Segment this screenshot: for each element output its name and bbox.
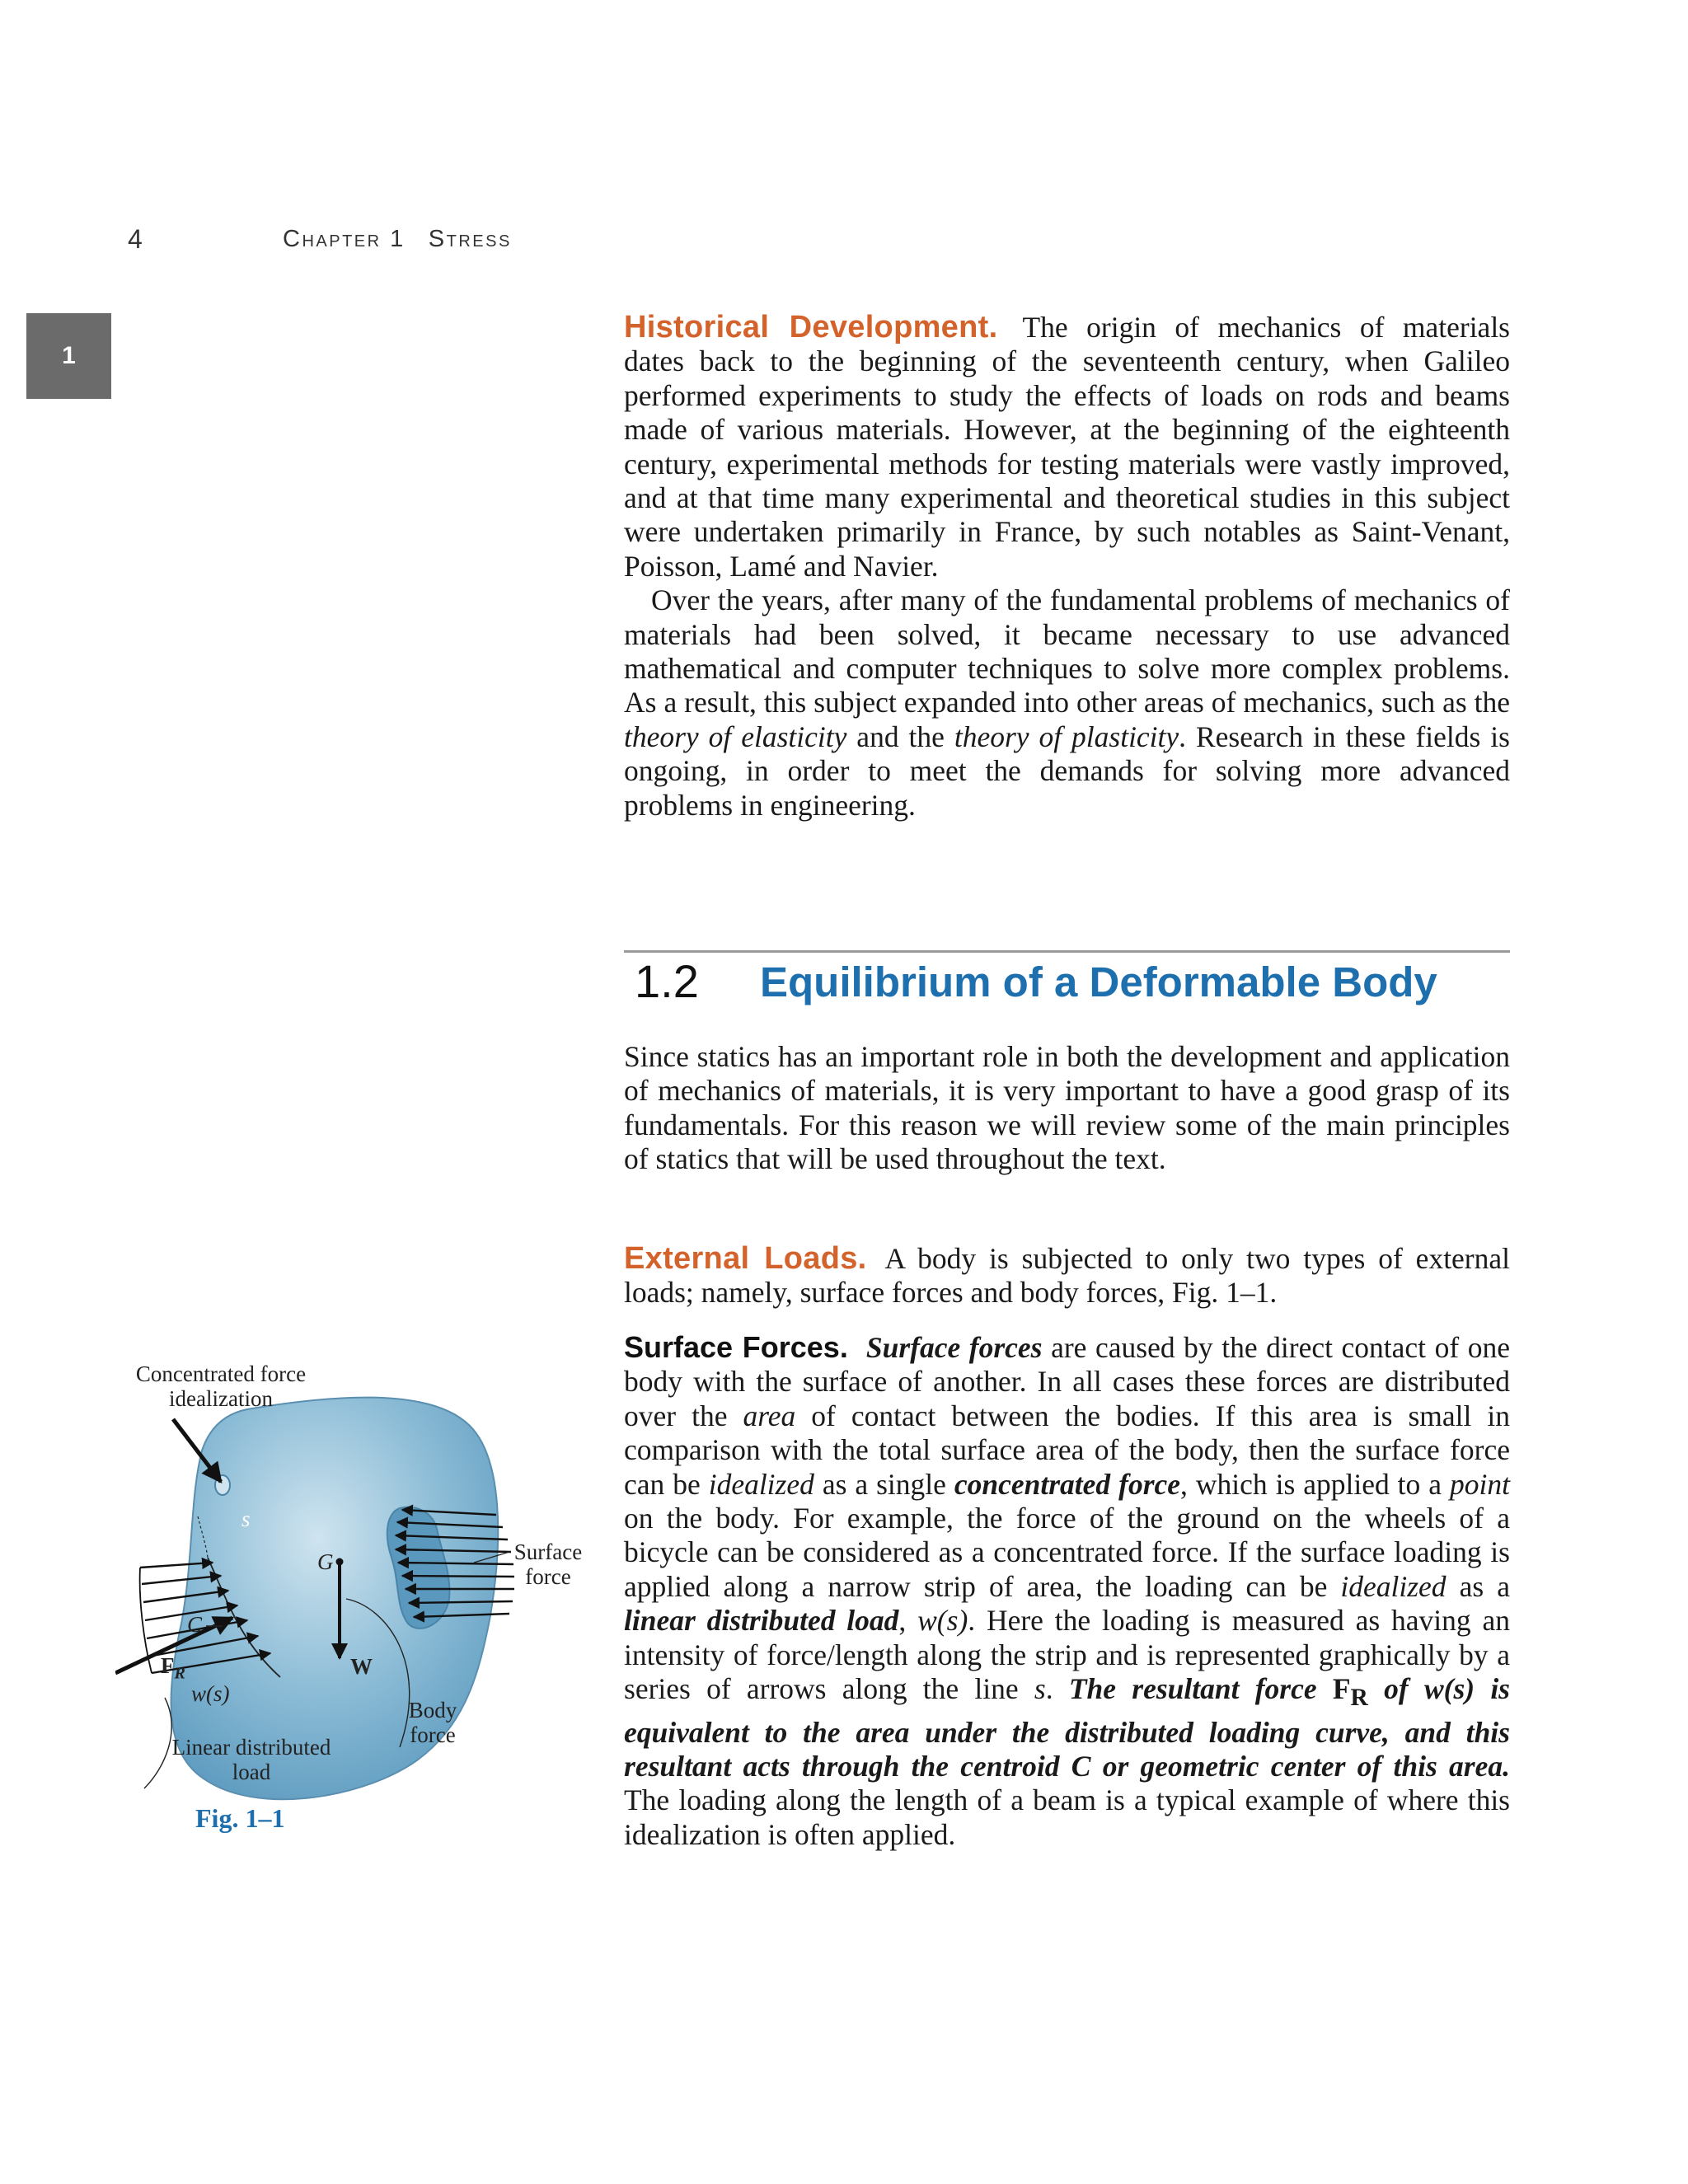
theory-of-elasticity: theory of elasticity <box>624 719 847 753</box>
symbol-r: R <box>174 1664 185 1683</box>
sf-term-point: point <box>1449 1467 1510 1501</box>
historical-heading: Historical Development. <box>624 310 998 344</box>
surface-forces-heading: Surface Forces. <box>624 1330 848 1364</box>
symbol-c: C <box>187 1612 203 1637</box>
historical-text-2b: and the <box>846 719 954 753</box>
page-number: 4 <box>128 224 143 254</box>
sf-text-6: as a single <box>814 1467 954 1501</box>
sf-term-area: area <box>743 1399 796 1432</box>
sf-text-4: of contact between the bodies. If this area is small in comparison with the total surface area of the body, then the surface force can be <box>624 1399 1510 1501</box>
section-rule <box>624 950 1510 953</box>
sf-symbol-f: F <box>1332 1672 1351 1706</box>
sf-text-23: The loading along the length of a beam is a typical example of where this idealization is often applied. <box>624 1783 1510 1851</box>
sf-term-idealized-1: idealized <box>708 1467 814 1501</box>
historical-paragraph-1 <box>624 311 1510 583</box>
symbol-ws: w(s) <box>191 1681 230 1706</box>
running-header <box>0 224 1688 257</box>
label-concentrated-force: Concentrated force idealization <box>135 1361 307 1411</box>
sf-term-surface-forces: Surface forces <box>865 1331 1043 1364</box>
external-loads-heading: External Loads. <box>624 1241 867 1276</box>
sf-resultant-lead: The resultant force <box>1068 1672 1333 1706</box>
sf-text-8: , which is applied to a <box>1180 1467 1450 1501</box>
label-body-force: Body force <box>408 1698 457 1747</box>
symbol-fr <box>161 1653 185 1685</box>
sf-resultant-statement: of w(s) is equivalent to the area under the distributed loading curve, and this resultant acts through the centroid C or geometric center of this area. <box>624 1672 1510 1783</box>
label-linear-distributed-load: Linear distributed load <box>171 1735 331 1784</box>
sf-text-18: . <box>1045 1672 1069 1706</box>
sf-text-12: as a <box>1446 1569 1510 1603</box>
sf-text-14: , <box>898 1604 918 1638</box>
external-loads-text: A body is subjected to only two types of external loads; namely, surface forces and body forces, Fig. 1–1. <box>624 1242 1511 1310</box>
theory-of-plasticity: theory of plasticity <box>954 719 1179 753</box>
chapter-tab-label: 1 <box>62 342 76 369</box>
section-number: 1.2 <box>635 955 699 1007</box>
sf-term-linear-distributed-load: linear distributed load <box>624 1604 899 1638</box>
historical-text-2c: . Research in these fields is ongoing, in order to meet the demands for solving more advanced problems in engineering. <box>624 719 1510 822</box>
figure-caption: Fig. 1–1 <box>195 1803 285 1833</box>
section-title: Equilibrium of a Deformable Body <box>760 958 1437 1005</box>
figure-1-1 <box>115 1352 610 1863</box>
surface-forces-block <box>624 1330 1510 1852</box>
surface-forces-paragraph <box>624 1330 1510 1852</box>
deformable-body-diagram <box>115 1352 610 1863</box>
sf-term-idealized-2: idealized <box>1340 1569 1447 1603</box>
symbol-w: W <box>350 1654 373 1679</box>
historical-text-2a: Over the years, after many of the fundamental problems of mechanics of materials had been solved, it became necessary to use advanced mathematical and computer techniques to solve more complex problems. As a result, this subject expanded into other areas of mechanics, such as the <box>624 583 1510 719</box>
sf-text-10: on the body. For example, the force of the ground on the wheels of a bicycle can be considered as a concentrated force. If the surface loading is applied along a narrow strip of area, the loading can be <box>624 1502 1510 1603</box>
historical-paragraph-2 <box>624 583 1510 823</box>
external-loads-paragraph <box>624 1242 1510 1310</box>
chapter-title: Stress <box>428 226 512 252</box>
sf-text-16: . Here the loading is measured as having an intensity of force/length along the strip and is represented graphically by a series of arrows along the line <box>624 1604 1510 1706</box>
sf-term-concentrated-force: concentrated force <box>954 1467 1181 1501</box>
sf-text-2: are caused by the direct contact of one body with the surface of another. In all cases these forces are distributed over the <box>624 1331 1511 1432</box>
chapter-tab <box>26 313 111 399</box>
running-head <box>283 226 512 253</box>
section-intro: Since statics has an important role in both the development and application of mechanics of materials, it is very important to have a good grasp of its fundamentals. For this reason we will review some of the main principles of statics that will be used throughout the text. <box>624 1040 1510 1176</box>
chapter-label: Chapter 1 <box>283 226 406 252</box>
external-loads-block <box>624 1242 1510 1310</box>
historical-text-1: The origin of mechanics of materials dates back to the beginning of the seventeenth century, when Galileo performed experiments to study the effects of loads on rods and beams made of various materials. However, at the beginning of the eighteenth century, experimental methods for testing materials were vastly improved, and at that time many experimental and theoretical studies in this subject were undertaken primarily in France, by such notables as Saint-Venant, Poisson, Lamé and Navier. <box>624 311 1510 583</box>
historical-development-block <box>624 311 1510 823</box>
symbol-g: G <box>317 1549 334 1574</box>
section-intro-block <box>624 1040 1510 1177</box>
label-surface-force: Surface force <box>513 1540 583 1589</box>
symbol-s: s <box>241 1507 251 1531</box>
sf-symbol-r: R <box>1350 1685 1368 1712</box>
symbol-f: F <box>161 1653 175 1678</box>
sf-term-ws: w(s) <box>917 1604 968 1638</box>
sf-term-s: s <box>1034 1672 1046 1706</box>
